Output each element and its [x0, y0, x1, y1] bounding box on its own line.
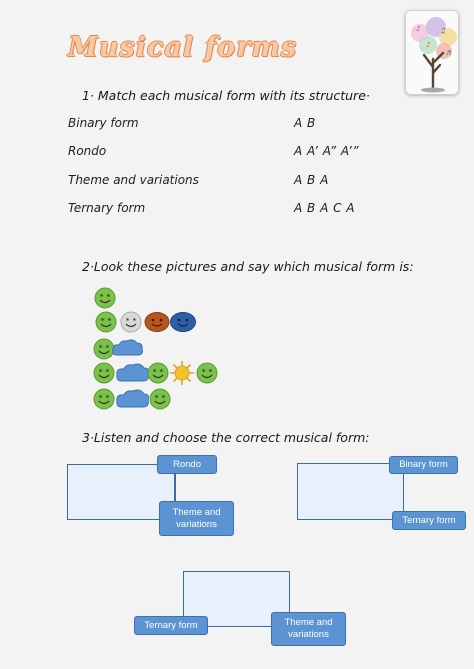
form-name: Ternary form [68, 201, 146, 215]
music-tree-icon [405, 10, 459, 95]
smiley-grey-icon [121, 312, 141, 332]
cloud-icon [113, 340, 143, 355]
answer-box[interactable] [297, 463, 404, 520]
sun-icon [170, 361, 194, 385]
match-row [68, 144, 428, 160]
option-rondo-button[interactable]: Rondo [157, 455, 217, 474]
svg-text:♪: ♪ [416, 25, 421, 33]
question-1-heading: 1· Match each musical form with its structure· [82, 88, 370, 103]
smiley-green-icon [94, 363, 114, 383]
form-structure: A A’ A” A’” [294, 144, 360, 158]
form-structure: A B [294, 116, 316, 130]
option-ternary-form-button[interactable]: Ternary form [392, 511, 466, 530]
form-name: Theme and variations [68, 173, 199, 187]
form-name: Rondo [68, 144, 107, 158]
match-row [68, 201, 428, 217]
match-row [68, 173, 428, 189]
page-title: Musical forms [68, 32, 298, 63]
svg-text:♬: ♬ [446, 50, 452, 57]
smiley-green-icon [150, 389, 170, 409]
smiley-green-icon [148, 363, 168, 383]
option-ternary-form-button[interactable]: Ternary form [134, 616, 208, 635]
connector-line [208, 626, 272, 627]
option-binary-form-button[interactable]: Binary form [389, 456, 458, 474]
svg-text:♪: ♪ [426, 41, 431, 49]
smiley-green-icon [94, 389, 114, 409]
smiley-blue-icon [171, 313, 196, 332]
question-3-heading: 3·Listen and choose the correct musical form: [82, 430, 370, 445]
smiley-green-icon [94, 339, 114, 359]
option-theme-and-variations-button[interactable]: Theme and variations [271, 612, 346, 646]
smiley-green-icon [95, 288, 115, 308]
cloud-icon [117, 364, 149, 381]
cloud-icon [117, 390, 149, 407]
option-theme-and-variations-button[interactable]: Theme and variations [159, 501, 234, 536]
question-2-heading: 2·Look these pictures and say which musical form is: [82, 259, 414, 274]
connector-line [403, 470, 404, 514]
form-structure: A B A C A [294, 201, 355, 215]
form-name: Binary form [68, 116, 139, 130]
match-row [68, 116, 428, 132]
smiley-green-icon [197, 363, 217, 383]
smiley-orange-icon [145, 313, 169, 332]
svg-text:♫: ♫ [440, 27, 447, 35]
smiley-green-icon [96, 312, 116, 332]
form-structure: A B A [294, 173, 329, 187]
